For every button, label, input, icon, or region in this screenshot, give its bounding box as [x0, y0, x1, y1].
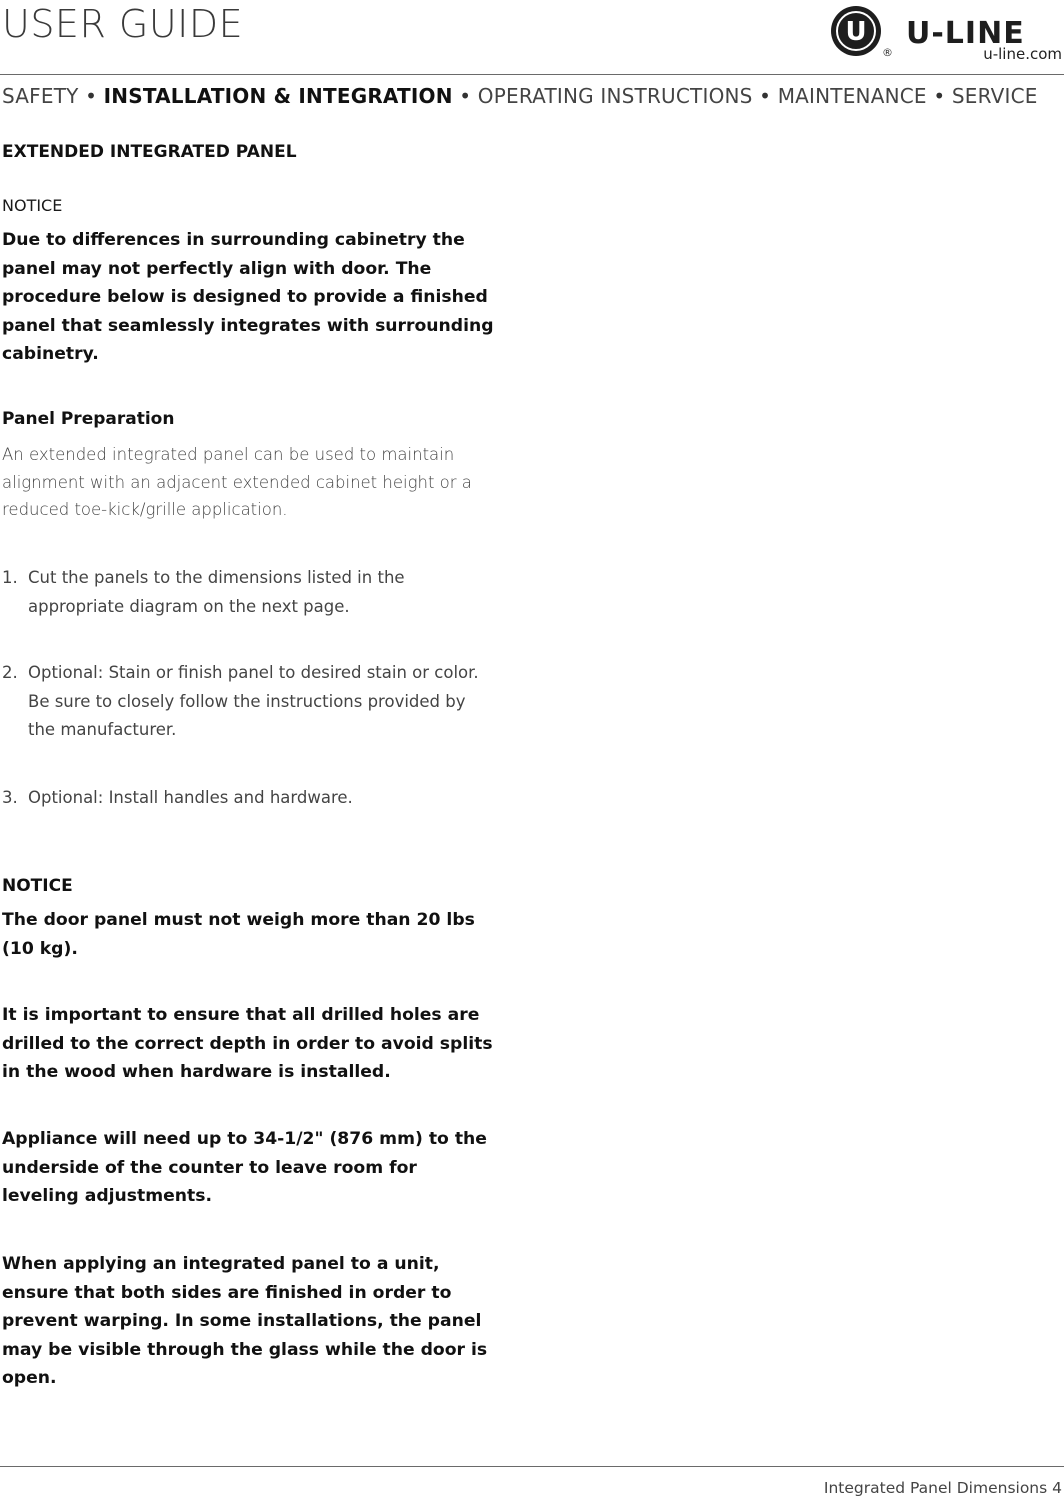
- footer-page-label: Integrated Panel Dimensions 4: [823, 1479, 1062, 1497]
- notice-label: NOTICE: [2, 196, 63, 215]
- step-text: Optional: Stain or finish panel to desired stain or color. Be sure to closely follow the instructions provided by the manufacturer.: [28, 663, 479, 739]
- logo-badge-letter: U: [845, 17, 867, 47]
- nav-item-maintenance: MAINTENANCE: [777, 84, 927, 108]
- nav-item-service: SERVICE: [951, 84, 1038, 108]
- header-divider: [0, 74, 1064, 75]
- nav-separator: •: [759, 84, 778, 108]
- nav-separator: •: [933, 84, 952, 108]
- notice-drill-text: It is important to ensure that all drilled holes are drilled to the correct depth in order to avoid splits in the wood when hardware is installed.: [2, 1005, 493, 1082]
- step-number: 1.: [2, 568, 18, 587]
- nav-separator: •: [85, 84, 104, 108]
- step-number: 2.: [2, 663, 18, 682]
- section-title: EXTENDED INTEGRATED PANEL: [2, 142, 297, 162]
- notice-paragraph: Due to differences in surrounding cabinetry the panel may not perfectly align with door. The procedure below is designed to provide a finished panel that seamlessly integrates with surrounding cabinetry.: [2, 230, 494, 364]
- panel-preparation-heading: Panel Preparation: [2, 409, 175, 429]
- nav-item-safety: SAFETY: [2, 84, 79, 108]
- nav-item-operating-instructions: OPERATING INSTRUCTIONS: [477, 84, 753, 108]
- notice-label: NOTICE: [2, 876, 73, 896]
- step-text: Optional: Install handles and hardware.: [28, 788, 353, 807]
- section-nav: [2, 84, 1064, 108]
- notice-height-text: Appliance will need up to 34-1/2" (876 mm) to the underside of the counter to leave room for leveling adjustments.: [2, 1129, 487, 1206]
- step-number: 3.: [2, 788, 18, 807]
- page-title: USER GUIDE: [2, 2, 244, 46]
- logo-wordmark: U-LINE: [906, 16, 1025, 51]
- intro-paragraph: An extended integrated panel can be used to maintain alignment with an adjacent extended cabinet height or a reduced toe-kick/grille application.: [2, 445, 472, 519]
- notice-paragraph: [2, 906, 494, 963]
- footer-divider: [0, 1466, 1064, 1467]
- notice-paragraph: [2, 1001, 494, 1087]
- nav-separator: •: [459, 84, 478, 108]
- notice-paragraph: [2, 1125, 494, 1211]
- registered-mark: ®: [882, 46, 893, 59]
- nav-item-installation-integration: INSTALLATION & INTEGRATION: [103, 84, 453, 108]
- notice-weight-text: The door panel must not weigh more than 20 lbs (10 kg).: [2, 910, 475, 959]
- notice-paragraph: [2, 1250, 494, 1393]
- panel-preparation-intro: [2, 441, 494, 524]
- notice-finish-text: When applying an integrated panel to a unit, ensure that both sides are finished in order to prevent warping. In some installations, the panel may be visible through the glass while the door is open.: [2, 1254, 488, 1388]
- step-text: Cut the panels to the dimensions listed in the appropriate diagram on the next page.: [28, 568, 405, 616]
- logo-site-url: u-line.com: [983, 45, 1062, 63]
- notice-text: [2, 226, 494, 369]
